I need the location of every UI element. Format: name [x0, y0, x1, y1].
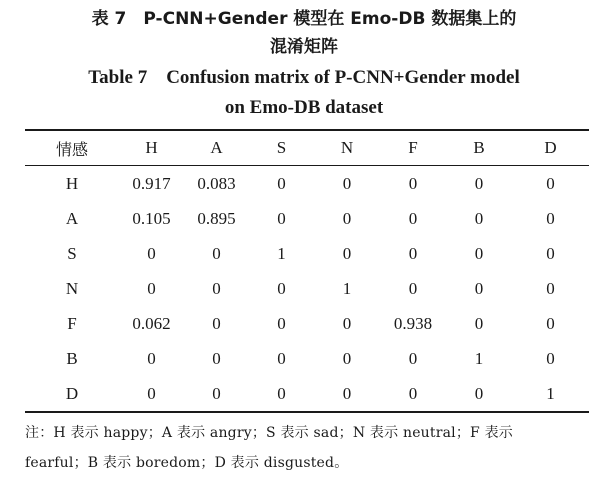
caption-cn-line1: 表 7 P-CNN+Gender 模型在 Emo-DB 数据集上的 [91, 9, 517, 29]
table-row [25, 201, 589, 236]
matrix-cell: 0 [147, 278, 156, 298]
matrix-cell: 0 [546, 208, 555, 228]
matrix-cell: 0 [474, 173, 484, 193]
matrix-cell: 0 [408, 243, 418, 263]
column-header: N [340, 138, 354, 157]
matrix-cell: 1 [474, 348, 484, 368]
matrix-cell: 0 [277, 278, 286, 298]
matrix-cell: 0 [277, 208, 286, 228]
row-label: H [65, 173, 79, 193]
matrix-cell: 0 [474, 208, 484, 228]
matrix-cell: 1 [342, 278, 352, 298]
table-row [25, 341, 589, 376]
matrix-cell: 0 [546, 278, 555, 298]
row-label: F [67, 313, 77, 333]
caption-en-line1: Table 7 Confusion matrix of P-CNN+Gender model [88, 67, 520, 88]
column-header: H [145, 138, 158, 157]
table-note-line1: 注：H 表示 happy；A 表示 angry；S 表示 sad；N 表示 neutral；F 表示 [25, 425, 514, 441]
matrix-cell: 0 [546, 243, 555, 263]
row-label: B [66, 348, 78, 368]
caption-cn-line2: 混淆矩阵 [270, 37, 338, 57]
header-row [25, 131, 589, 165]
matrix-cell: 0 [546, 348, 555, 368]
table-row [25, 271, 589, 306]
matrix-cell: 0.938 [393, 313, 433, 333]
matrix-cell: 0 [408, 208, 418, 228]
matrix-cell: 0 [408, 278, 418, 298]
matrix-cell: 0 [277, 383, 286, 403]
matrix-cell: 0 [546, 313, 555, 333]
matrix-cell: 0 [474, 278, 484, 298]
matrix-cell: 0.917 [132, 173, 171, 193]
matrix-cell: 0 [277, 348, 286, 368]
matrix-cell: 1 [546, 383, 555, 403]
column-header: S [276, 138, 287, 157]
matrix-cell: 0 [408, 383, 418, 403]
confusion-matrix-body [25, 166, 589, 411]
matrix-cell: 0 [147, 383, 156, 403]
table-bottom-rule [25, 411, 589, 413]
table-row [25, 306, 589, 341]
matrix-cell: 0 [212, 348, 221, 368]
table-row [25, 166, 589, 201]
matrix-cell: 0.083 [197, 173, 236, 193]
matrix-cell: 0 [546, 173, 555, 193]
matrix-cell: 0.895 [197, 208, 236, 228]
matrix-cell: 0.105 [132, 208, 171, 228]
row-label: S [67, 243, 77, 263]
matrix-cell: 0 [277, 173, 286, 193]
column-header: B [473, 138, 485, 157]
matrix-cell: 0 [147, 348, 156, 368]
matrix-cell: 0.062 [132, 313, 171, 333]
matrix-cell: 0 [212, 313, 221, 333]
matrix-cell: 0 [342, 348, 352, 368]
caption-en-line2: on Emo-DB dataset [224, 97, 384, 118]
table-header [25, 131, 589, 165]
column-header: A [210, 138, 223, 157]
table-row [25, 376, 589, 411]
matrix-cell: 0 [408, 348, 418, 368]
matrix-cell: 0 [342, 208, 352, 228]
row-label: N [65, 278, 79, 298]
column-header: D [544, 138, 557, 157]
table-row [25, 236, 589, 271]
matrix-cell: 0 [212, 383, 221, 403]
table-note-line2: fearful；B 表示 boredom；D 表示 disgusted。 [25, 455, 349, 471]
matrix-cell: 0 [474, 243, 484, 263]
matrix-cell: 0 [147, 243, 156, 263]
matrix-cell: 0 [212, 243, 221, 263]
matrix-cell: 0 [342, 243, 352, 263]
matrix-cell: 1 [277, 243, 286, 263]
corner-label: 情感 [55, 139, 88, 159]
matrix-cell: 0 [277, 313, 286, 333]
matrix-cell: 0 [342, 383, 352, 403]
matrix-cell: 0 [474, 383, 484, 403]
matrix-cell: 0 [212, 278, 221, 298]
row-label: A [65, 208, 79, 228]
row-label: D [65, 383, 79, 403]
matrix-cell: 0 [408, 173, 418, 193]
column-header: F [408, 138, 418, 157]
matrix-cell: 0 [342, 313, 352, 333]
matrix-cell: 0 [342, 173, 352, 193]
matrix-cell: 0 [474, 313, 484, 333]
